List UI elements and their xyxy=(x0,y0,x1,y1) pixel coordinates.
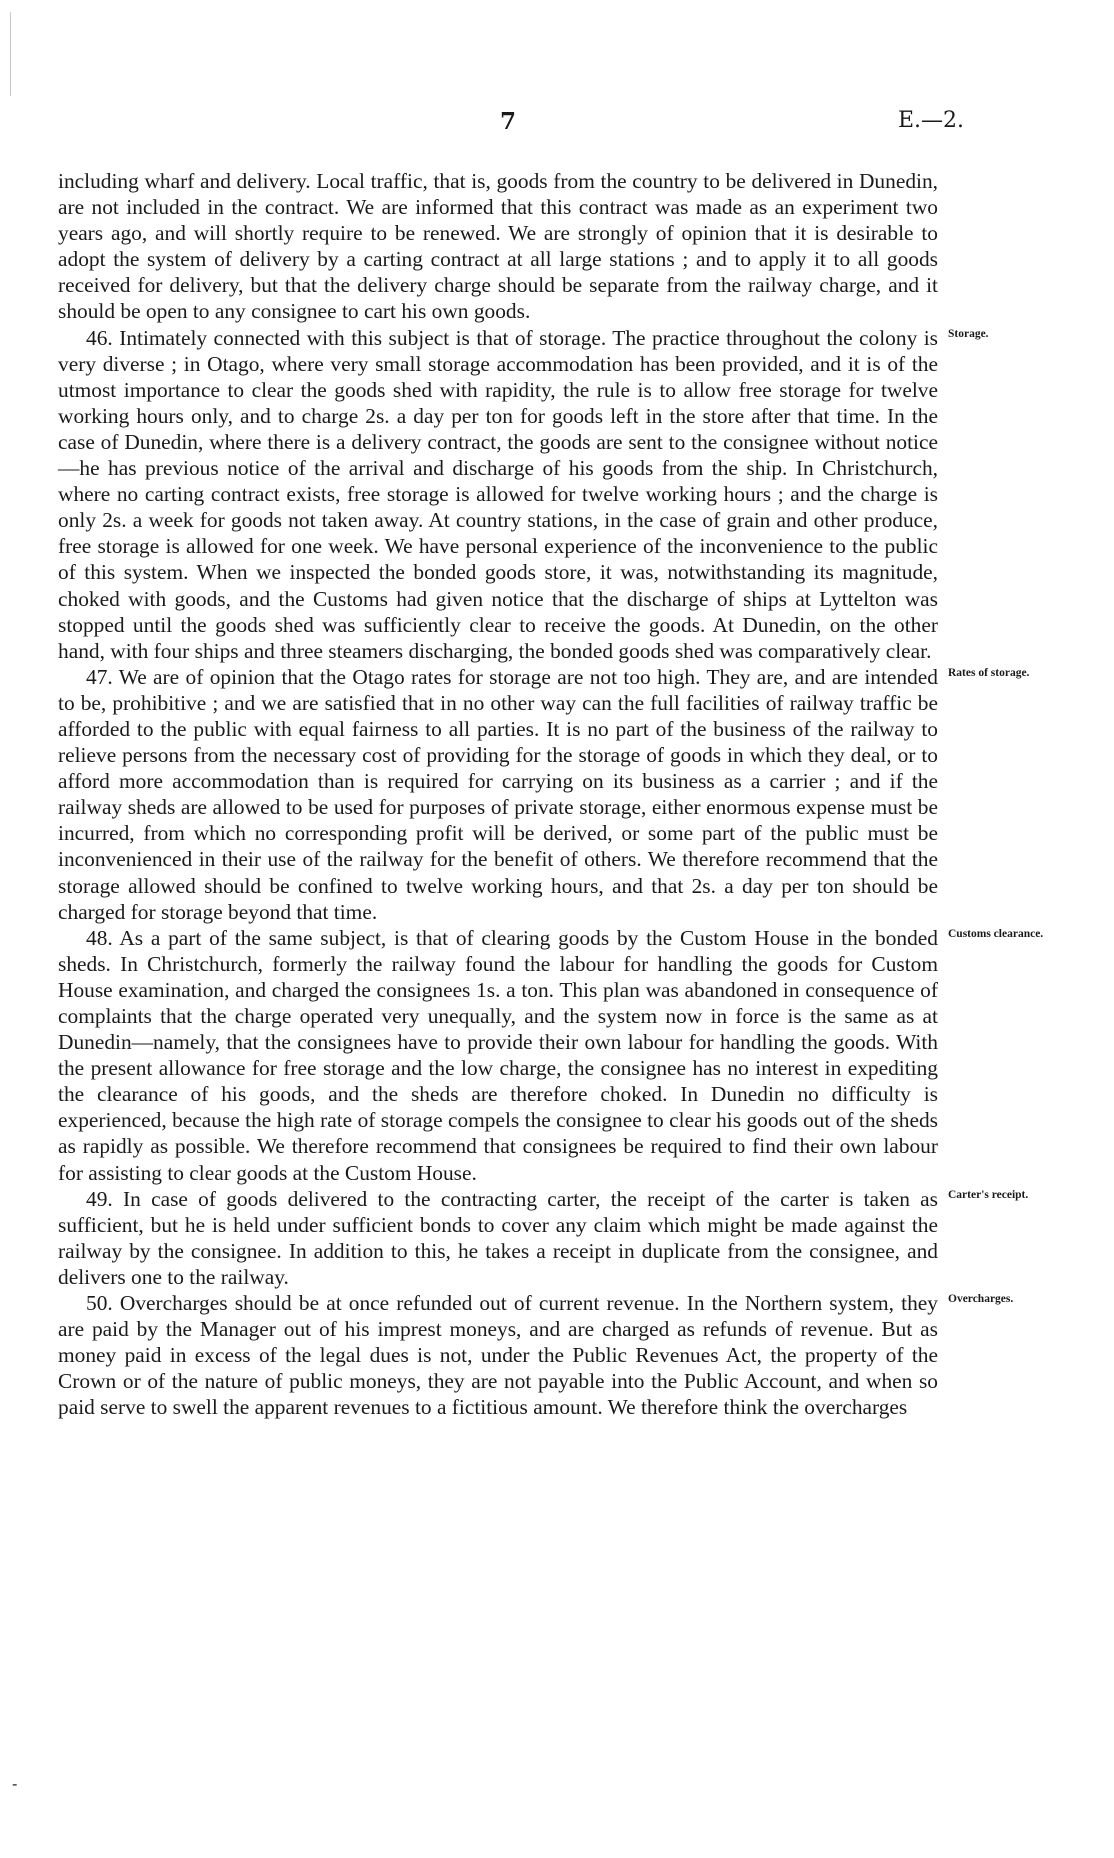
paragraph-47 xyxy=(58,664,1030,925)
side-note-overcharges: Overcharges. xyxy=(948,1293,1014,1306)
paragraph-48 xyxy=(58,925,1044,1186)
document-code: E.—2. xyxy=(898,108,965,133)
paragraph-45-continued xyxy=(58,168,938,325)
page-header xyxy=(0,108,1114,138)
margin-tick-mark: - xyxy=(12,1774,18,1793)
paragraph-50 xyxy=(58,1290,1014,1420)
paragraph-text: 48. As a part of the same subject, is that of clearing goods by the Custom House in the bonded sheds. In Christchurch, formerly the railway found the labour for handling the goods for Custom House examination, and charged the consignees 1s. a ton. This plan was abandoned in consequence of complaints that the charge operated very unequally, and the system now in force is the same as at Dunedin—namely, that the consignees have to provide their own labour for handling the goods. With the present allowance for free storage and the low charge, the consignee has no interest in expediting the clearance of his goods, and the sheds are therefore choked. In Dunedin no difficulty is experienced, because the high rate of storage compels the consignee to clear his goods out of the sheds as rapidly as possible. We therefore recommend that consignees be required to find their own labour for assisting to clear goods at the Custom House. xyxy=(58,925,938,1185)
paragraph-text: including wharf and delivery. Local traffic, that is, goods from the country to be delivered in Dunedin, are not included in the contract. We are informed that this contract was made as an experiment two years ago, and will shortly require to be renewed. We are strongly of opinion that it is desirable to adopt the system of delivery by a carting contract at all large stations ; and to apply it to all goods received for delivery, but that the delivery charge should be separate from the railway charge, and it should be open to any consignee to cart his own goods. xyxy=(58,169,938,324)
paragraph-text: 50. Overcharges should be at once refunded out of current revenue. In the Northern system, they are paid by the Manager out of his imprest moneys, and are charged as refunds of revenue. But as money paid in excess of the legal dues is not, under the Public Revenues Act, the property of the Crown or of the nature of public moneys, they are not payable into the Public Account, and when so paid serve to swell the apparent revenues to a fictitious amount. We therefore think the overcharges xyxy=(58,1291,938,1420)
side-note-carters-receipt: Carter's receipt. xyxy=(948,1188,1029,1201)
paragraph-text: 49. In case of goods delivered to the contracting carter, the receipt of the carter is taken as sufficient, but he is held under sufficient bonds to cover any claim which might be made against the railway by the consignee. In addition to this, he takes a receipt in duplicate from the consignee, and delivers one to the railway. xyxy=(58,1186,938,1289)
body-text xyxy=(58,168,1044,1421)
side-note-storage: Storage. xyxy=(948,327,989,340)
side-note-rates-of-storage: Rates of storage. xyxy=(948,666,1030,679)
paragraph-text: 47. We are of opinion that the Otago rates for storage are not too high. They are, and are intended to be, prohibitive ; and we are satisfied that in no other way can the full facilities of railway traffic be afforded to the public with equal fairness to all parties. It is no part of the business of the railway to relieve persons from the necessary cost of providing for the storage of goods in which they deal, or to afford more accommodation than is required for carrying on its business as a carrier ; and if the railway sheds are allowed to be used for purposes of private storage, either enormous expense must be incurred, from which no corresponding profit will be derived, or some part of the public must be inconvenienced in their use of the railway for the benefit of others. We therefore recommend that the storage allowed should be confined to twelve working hours, and that 2s. a day per ton should be charged for storage beyond that time. xyxy=(58,664,938,924)
paragraph-46 xyxy=(58,325,989,664)
scan-edge-line xyxy=(10,12,11,96)
paragraph-text: 46. Intimately connected with this subject is that of storage. The practice throughout the colony is very diverse ; in Otago, where very small storage accommodation has been provided, and it is of the utmost importance to clear the goods shed with rapidity, the rule is to allow free storage for twelve working hours only, and to charge 2s. a day per ton for goods left in the store after that time. In the case of Dunedin, where there is a delivery contract, the goods are sent to the consignee without notice—he has previous notice of the arrival and discharge of his goods from the ship. In Christchurch, where no carting contract exists, free storage is allowed for twelve working hours ; and the charge is only 2s. a week for goods not taken away. At country stations, in the case of grain and other produce, free storage is allowed for one week. We have personal experience of the inconvenience to the public of this system. When we inspected the bonded goods store, it was, notwithstanding its magnitude, choked with goods, and the Customs had given notice that the discharge of ships at Lyttelton was stopped until the goods shed was sufficiently clear to receive the goods. At Dunedin, on the other hand, with four ships and three steamers discharging, the bonded goods shed was comparatively clear. xyxy=(58,325,938,663)
paragraph-49 xyxy=(58,1186,1029,1290)
side-note-customs-clearance: Customs clearance. xyxy=(948,927,1044,940)
page-number: 7 xyxy=(500,108,517,135)
